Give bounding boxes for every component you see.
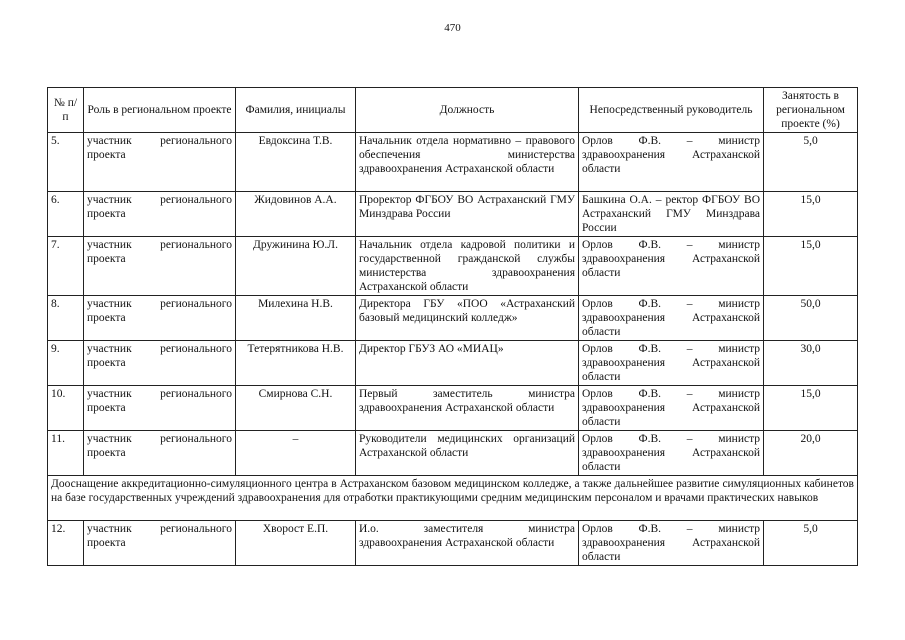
table-row [48, 521, 858, 566]
table-header-row [48, 88, 858, 133]
row-position: Начальник отдела кадровой политики и государственной гражданской службы министерства здравоохранения Астраханской области [356, 237, 579, 296]
row-load: 50,0 [764, 296, 858, 341]
row-name: Тетерятникова Н.В. [236, 341, 356, 386]
row-position: Первый заместитель министра здравоохранения Астраханской области [356, 386, 579, 431]
table-row [48, 192, 858, 237]
row-load: 5,0 [764, 521, 858, 566]
row-num: 9. [48, 341, 84, 386]
header-role: Роль в региональном проекте [84, 88, 236, 133]
row-supervisor: Орлов Ф.В. – министр здравоохранения Астраханской области [579, 431, 764, 476]
row-position: Руководители медицинских организаций Астраханской области [356, 431, 579, 476]
row-role: участник регионального проекта [84, 133, 236, 192]
header-name: Фамилия, инициалы [236, 88, 356, 133]
row-name: Хворост Е.П. [236, 521, 356, 566]
table-row [48, 133, 858, 192]
row-load: 15,0 [764, 386, 858, 431]
table-row [48, 237, 858, 296]
row-position: И.о. заместителя министра здравоохранения Астраханской области [356, 521, 579, 566]
section-title: Дооснащение аккредитационно-симуляционного центра в Астраханском базовом медицинском колледже, а также дальнейшее развитие симуляционных кабинетов на базе государственных учреждений здравоохранения для отработки практикующими средним медицинским персоналом и врачами практических навыков [48, 476, 858, 521]
row-position: Начальник отдела нормативно – правового обеспечения министерства здравоохранения Астраханской области [356, 133, 579, 192]
row-supervisor: Орлов Ф.В. – министр здравоохранения Астраханской области [579, 341, 764, 386]
row-num: 10. [48, 386, 84, 431]
table-row [48, 431, 858, 476]
row-name: Евдоксина Т.В. [236, 133, 356, 192]
row-load: 5,0 [764, 133, 858, 192]
row-position: Директора ГБУ «ПОО «Астраханский базовый медицинский колледж» [356, 296, 579, 341]
header-num: № п/п [48, 88, 84, 133]
row-role: участник регионального проекта [84, 521, 236, 566]
row-load: 15,0 [764, 237, 858, 296]
table-row [48, 386, 858, 431]
row-name: Смирнова С.Н. [236, 386, 356, 431]
page-number: 470 [444, 22, 461, 34]
section-row [48, 476, 858, 521]
row-name: Милехина Н.В. [236, 296, 356, 341]
row-role: участник регионального проекта [84, 386, 236, 431]
row-supervisor: Орлов Ф.В. – министр здравоохранения Астраханской области [579, 237, 764, 296]
row-num: 6. [48, 192, 84, 237]
table-row [48, 296, 858, 341]
row-num: 11. [48, 431, 84, 476]
row-supervisor: Орлов Ф.В. – министр здравоохранения Астраханской области [579, 521, 764, 566]
row-name: – [236, 431, 356, 476]
row-role: участник регионального проекта [84, 296, 236, 341]
row-role: участник регионального проекта [84, 431, 236, 476]
row-load: 15,0 [764, 192, 858, 237]
row-position: Директор ГБУЗ АО «МИАЦ» [356, 341, 579, 386]
header-supervisor: Непосредственный руководитель [579, 88, 764, 133]
row-role: участник регионального проекта [84, 237, 236, 296]
row-num: 8. [48, 296, 84, 341]
row-num: 5. [48, 133, 84, 192]
project-participants-table [47, 87, 858, 566]
row-name: Дружинина Ю.Л. [236, 237, 356, 296]
row-supervisor: Башкина О.А. – ректор ФГБОУ ВО Астраханский ГМУ Минздрава России [579, 192, 764, 237]
row-supervisor: Орлов Ф.В. – министр здравоохранения Астраханской области [579, 386, 764, 431]
table-row [48, 341, 858, 386]
row-num: 7. [48, 237, 84, 296]
header-position: Должность [356, 88, 579, 133]
row-name: Жидовинов А.А. [236, 192, 356, 237]
row-num: 12. [48, 521, 84, 566]
row-load: 20,0 [764, 431, 858, 476]
row-position: Проректор ФГБОУ ВО Астраханский ГМУ Минздрава России [356, 192, 579, 237]
row-supervisor: Орлов Ф.В. – министр здравоохранения Астраханской области [579, 296, 764, 341]
row-load: 30,0 [764, 341, 858, 386]
row-supervisor: Орлов Ф.В. – министр здравоохранения Астраханской области [579, 133, 764, 192]
row-role: участник регионального проекта [84, 192, 236, 237]
row-role: участник регионального проекта [84, 341, 236, 386]
header-load: Занятость в региональном проекте (%) [764, 88, 858, 133]
